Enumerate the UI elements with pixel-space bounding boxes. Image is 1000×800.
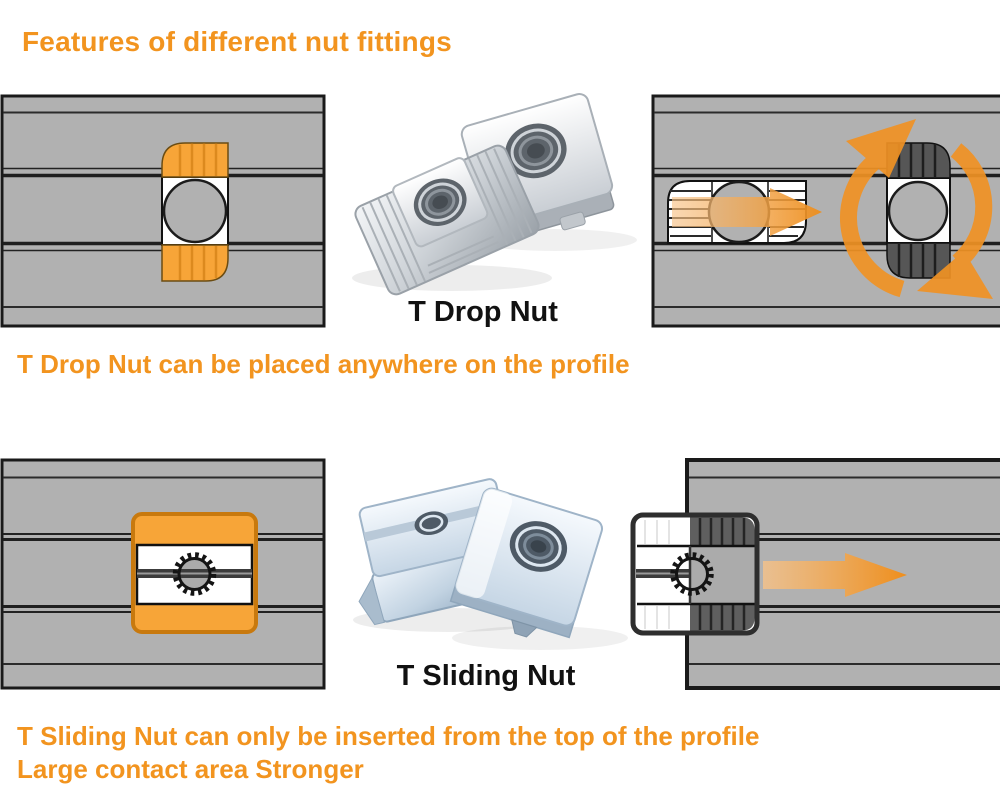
drop-nut-caption: T Drop Nut (408, 296, 558, 328)
drop-nut-top-pad (162, 143, 228, 177)
sliding-nut-inserting-graphic (633, 515, 757, 633)
page-title: Features of different nut fittings (22, 26, 452, 57)
sliding-nut-description-line2: Large contact area Stronger (17, 754, 364, 784)
sliding-nut-description-line1: T Sliding Nut can only be inserted from the top of the profile (17, 721, 760, 751)
drop-nut-placed-graphic (162, 143, 228, 281)
sliding-nut-caption: T Sliding Nut (396, 660, 576, 692)
drop-nut-rotated-graphic (887, 143, 950, 278)
t-sliding-nut-photo (339, 474, 628, 650)
drop-nut-description: T Drop Nut can be placed anywhere on the profile (17, 349, 630, 379)
drop-nut-bottom-pad (162, 245, 228, 281)
sliding-nut-placed-graphic (133, 514, 256, 632)
t-drop-nut-photo (351, 92, 637, 297)
drop-nut-thread-hole (164, 180, 226, 242)
